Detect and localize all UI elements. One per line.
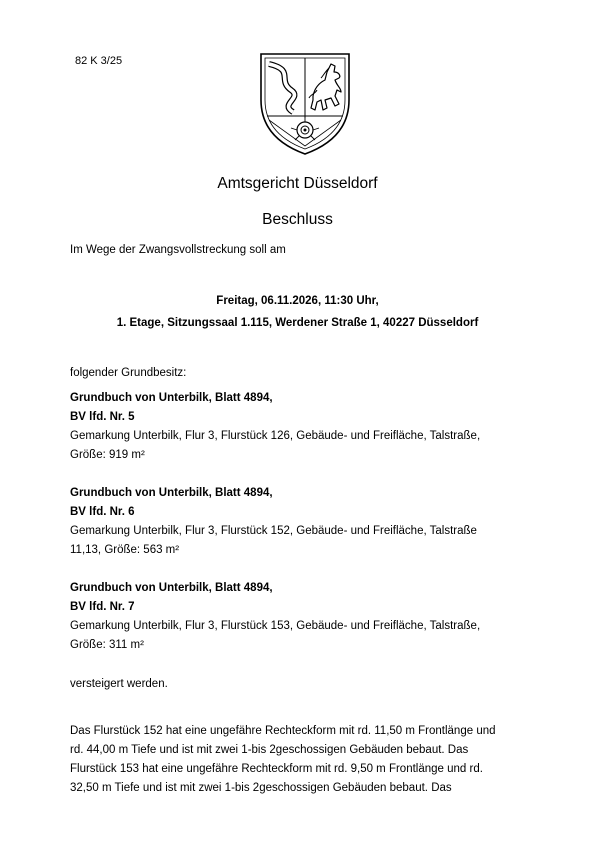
nrw-coat-of-arms-icon bbox=[255, 50, 355, 158]
parcel-number: BV lfd. Nr. 7 bbox=[70, 601, 135, 613]
case-number: 82 K 3/25 bbox=[75, 55, 123, 67]
parcel-number: BV lfd. Nr. 6 bbox=[70, 506, 135, 518]
auction-location: 1. Etage, Sitzungssaal 1.115, Werdener Straße 1, 40227 Düsseldorf bbox=[116, 317, 479, 329]
parcel-register: Grundbuch von Unterbilk, Blatt 4894, bbox=[70, 487, 273, 499]
description-line: 32,50 m Tiefe und ist mit zwei 1-bis 2geschossigen Gebäuden bebaut. Das bbox=[70, 782, 452, 794]
closing-text: versteigert werden. bbox=[70, 678, 168, 690]
parcel-register: Grundbuch von Unterbilk, Blatt 4894, bbox=[70, 392, 273, 404]
description-line: rd. 44,00 m Tiefe und ist mit zwei 1-bis 2geschossigen Gebäuden bebaut. Das bbox=[70, 744, 469, 756]
parcel-register: Grundbuch von Unterbilk, Blatt 4894, bbox=[70, 582, 273, 594]
parcel-details: 11,13, Größe: 563 m² bbox=[70, 544, 180, 556]
property-intro: folgender Grundbesitz: bbox=[70, 367, 187, 379]
description-line: Das Flurstück 152 hat eine ungefähre Rechteckform mit rd. 11,50 m Frontlänge und bbox=[70, 725, 496, 737]
parcel-details: Größe: 311 m² bbox=[70, 639, 144, 651]
court-name: Amtsgericht Düsseldorf bbox=[217, 175, 378, 192]
property-description bbox=[70, 722, 530, 798]
auction-date-time: Freitag, 06.11.2026, 11:30 Uhr, bbox=[216, 295, 379, 307]
parcel-details: Größe: 919 m² bbox=[70, 449, 145, 461]
parcel-details: Gemarkung Unterbilk, Flur 3, Flurstück 152, Gebäude- und Freifläche, Talstraße bbox=[70, 525, 477, 537]
parcel-entry bbox=[70, 389, 530, 465]
document-type-heading: Beschluss bbox=[262, 211, 333, 228]
parcel-details: Gemarkung Unterbilk, Flur 3, Flurstück 153, Gebäude- und Freifläche, Talstraße, bbox=[70, 620, 481, 632]
parcel-entry bbox=[70, 579, 530, 655]
description-line: Flurstück 153 hat eine ungefähre Rechteckform mit rd. 9,50 m Frontlänge und rd. bbox=[70, 763, 483, 775]
intro-text: Im Wege der Zwangsvollstreckung soll am bbox=[70, 244, 286, 256]
parcel-entry bbox=[70, 484, 530, 560]
parcel-details: Gemarkung Unterbilk, Flur 3, Flurstück 126, Gebäude- und Freifläche, Talstraße, bbox=[70, 430, 481, 442]
parcel-number: BV lfd. Nr. 5 bbox=[70, 411, 135, 423]
